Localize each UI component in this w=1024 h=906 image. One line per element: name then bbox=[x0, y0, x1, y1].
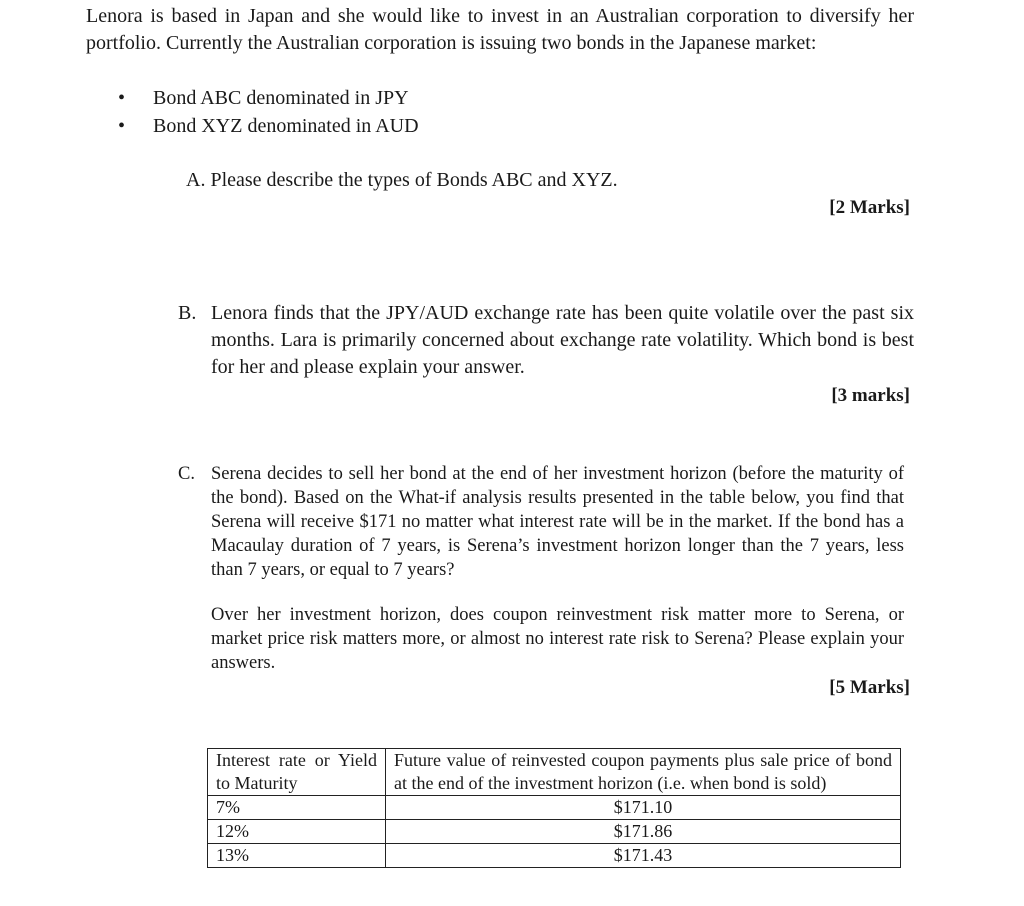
bullet-icon: • bbox=[118, 115, 126, 137]
rate-cell: 13% bbox=[208, 844, 386, 868]
table-row bbox=[208, 796, 901, 820]
question-c-marks: [5 Marks] bbox=[829, 677, 910, 698]
list-item bbox=[118, 112, 419, 140]
question-b bbox=[178, 300, 914, 381]
value-cell: $171.86 bbox=[386, 820, 901, 844]
question-a: A. Please describe the types of Bonds ABC and XYZ. bbox=[186, 169, 618, 191]
bond-list bbox=[118, 84, 419, 140]
rate-cell: 7% bbox=[208, 796, 386, 820]
what-if-table bbox=[207, 748, 901, 868]
question-c-para2: Over her investment horizon, does coupon reinvestment risk matter more to Serena, or market price risk matters more, or almost no interest rate risk to Serena? Please explain your answers. bbox=[211, 605, 904, 673]
value-cell: $171.10 bbox=[386, 796, 901, 820]
question-b-letter: B. bbox=[178, 302, 197, 324]
bond-xyz-label: Bond XYZ denominated in AUD bbox=[153, 115, 419, 137]
table-header-row bbox=[208, 749, 901, 796]
future-value-column-header: Future value of reinvested coupon payments plus sale price of bond at the end of the investment horizon (i.e. when bond is sold) bbox=[386, 749, 901, 796]
rate-cell: 12% bbox=[208, 820, 386, 844]
bullet-icon: • bbox=[118, 87, 126, 109]
list-item bbox=[118, 84, 419, 112]
question-b-marks: [3 marks] bbox=[831, 385, 910, 406]
intro-paragraph: Lenora is based in Japan and she would like to invest in an Australian corporation to diversify her portfolio. Currently the Australian corporation is issuing two bonds in the Japanese market: bbox=[86, 5, 914, 54]
table-row bbox=[208, 820, 901, 844]
value-cell: $171.43 bbox=[386, 844, 901, 868]
rate-column-header: Interest rate or Yield to Maturity bbox=[208, 749, 386, 796]
question-c bbox=[178, 462, 904, 675]
question-c-letter: C. bbox=[178, 464, 195, 484]
question-b-text: Lenora finds that the JPY/AUD exchange rate has been quite volatile over the past six months. Lara is primarily concerned about exchange rate volatility. Which bond is best for her and please explain your answer. bbox=[211, 302, 914, 378]
bond-abc-label: Bond ABC denominated in JPY bbox=[153, 87, 409, 109]
question-c-para1: Serena decides to sell her bond at the end of her investment horizon (before the maturity of the bond). Based on the What-if analysis results presented in the table below, you find that Serena will receive $171 no matter what interest rate will be in the market. If the bond has a Macaulay duration of 7 years, is Serena’s investment horizon longer than the 7 years, less than 7 years, or equal to 7 years? bbox=[211, 464, 904, 580]
table-row bbox=[208, 844, 901, 868]
question-a-marks: [2 Marks] bbox=[829, 197, 910, 218]
